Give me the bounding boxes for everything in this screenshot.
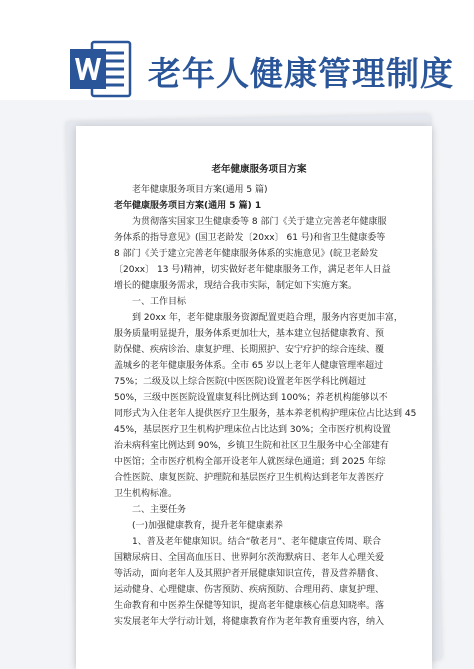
document-line: 增长的健康服务需求，现结合我市实际，制定如下实施方案。 <box>114 281 358 291</box>
document-line: 运动健身、心理健康、伤害预防、疾病预防、合理用药、康复护理、 <box>114 585 385 595</box>
document-body <box>114 162 417 630</box>
document-line: 50%，三级中医医院设置康复科比例达到 100%；养老机构能够以不 <box>114 393 388 403</box>
document-line: 服务质量明显提升，服务体系更加壮大，基本建立包括健康教育、预 <box>114 329 385 339</box>
document-line: 治未病科室比例达到 90%，乡镇卫生院和社区卫生服务中心全部建有 <box>114 441 389 451</box>
document-line: 盖城乡的老年健康服务体系。全市 65 岁以上老年人健康管理率超过 <box>114 361 384 371</box>
document-line: 合性医院、康复医院、护理院和基层医疗卫生机构达到老年友善医疗 <box>114 473 385 483</box>
document-line: 一、工作目标 <box>132 297 187 307</box>
document-line: 国糖尿病日、全国高血压日、世界阿尔茨海默病日、老年人心理关爱 <box>114 553 385 563</box>
document-line: 为贯彻落实国家卫生健康委等 8 部门《关于建立完善老年健康服 <box>132 217 387 227</box>
document-page <box>76 126 432 669</box>
document-line: 同形式为入住老年人提供医疗卫生服务，基本养老机构护理床位占比达到 45 <box>114 409 417 419</box>
banner-title: 老年人健康管理制度 <box>148 54 454 93</box>
document-lines <box>114 182 417 630</box>
document-line: 到 20xx 年，老年健康服务资源配置更趋合理，服务内容更加丰富， <box>132 313 403 323</box>
document-line: 生命教育和中医养生保健等知识，提高老年健康核心信息知晓率。落 <box>114 601 385 611</box>
document-line: 等活动，面向老年人及其照护者开展健康知识宣传，普及营养膳食、 <box>114 569 385 579</box>
document-line: 45%，基层医疗卫生机构护理床位占比达到 30%；全市医疗机构设置 <box>114 425 391 435</box>
document-line: (一)加强健康教育，提升老年健康素养 <box>132 521 284 531</box>
document-line: 务体系的指导意见》(国卫老龄发〔20xx〕 61 号)和省卫生健康委等 <box>114 233 386 243</box>
microsoft-word-icon <box>70 40 132 98</box>
banner <box>0 0 474 100</box>
document-line: 8 部门《关于建立完善老年健康服务体系的实施意见》(皖卫老龄发 <box>114 249 379 259</box>
document-line: 二、主要任务 <box>132 505 187 515</box>
document-line: 卫生机构标准。 <box>114 489 178 499</box>
document-line: 防保健、疾病诊治、康复护理、长期照护、安宁疗护的综合连续、覆 <box>114 345 385 355</box>
document-line: 〔20xx〕 13 号)精神，切实做好老年健康服务工作，满足老年人日益 <box>114 265 391 275</box>
document-title: 老年健康服务项目方案 <box>211 164 307 175</box>
document-line: 1、普及老年健康知识。结合“敬老月”、老年健康宣传周、联合 <box>132 537 382 547</box>
document-line: 75%；二级及以上综合医院(中医医院)设置老年医学科比例超过 <box>114 377 367 387</box>
document-line: 老年健康服务项目方案(通用 5 篇) <box>132 185 268 195</box>
document-line: 中医馆；全市医疗机构全部开设老年人就医绿色通道；到 2025 年综 <box>114 457 386 467</box>
document-line: 实发展老年大学行动计划，将健康教育作为老年教育重要内容，纳入 <box>114 617 385 627</box>
document-line: 老年健康服务项目方案(通用 5 篇) 1 <box>114 201 262 211</box>
